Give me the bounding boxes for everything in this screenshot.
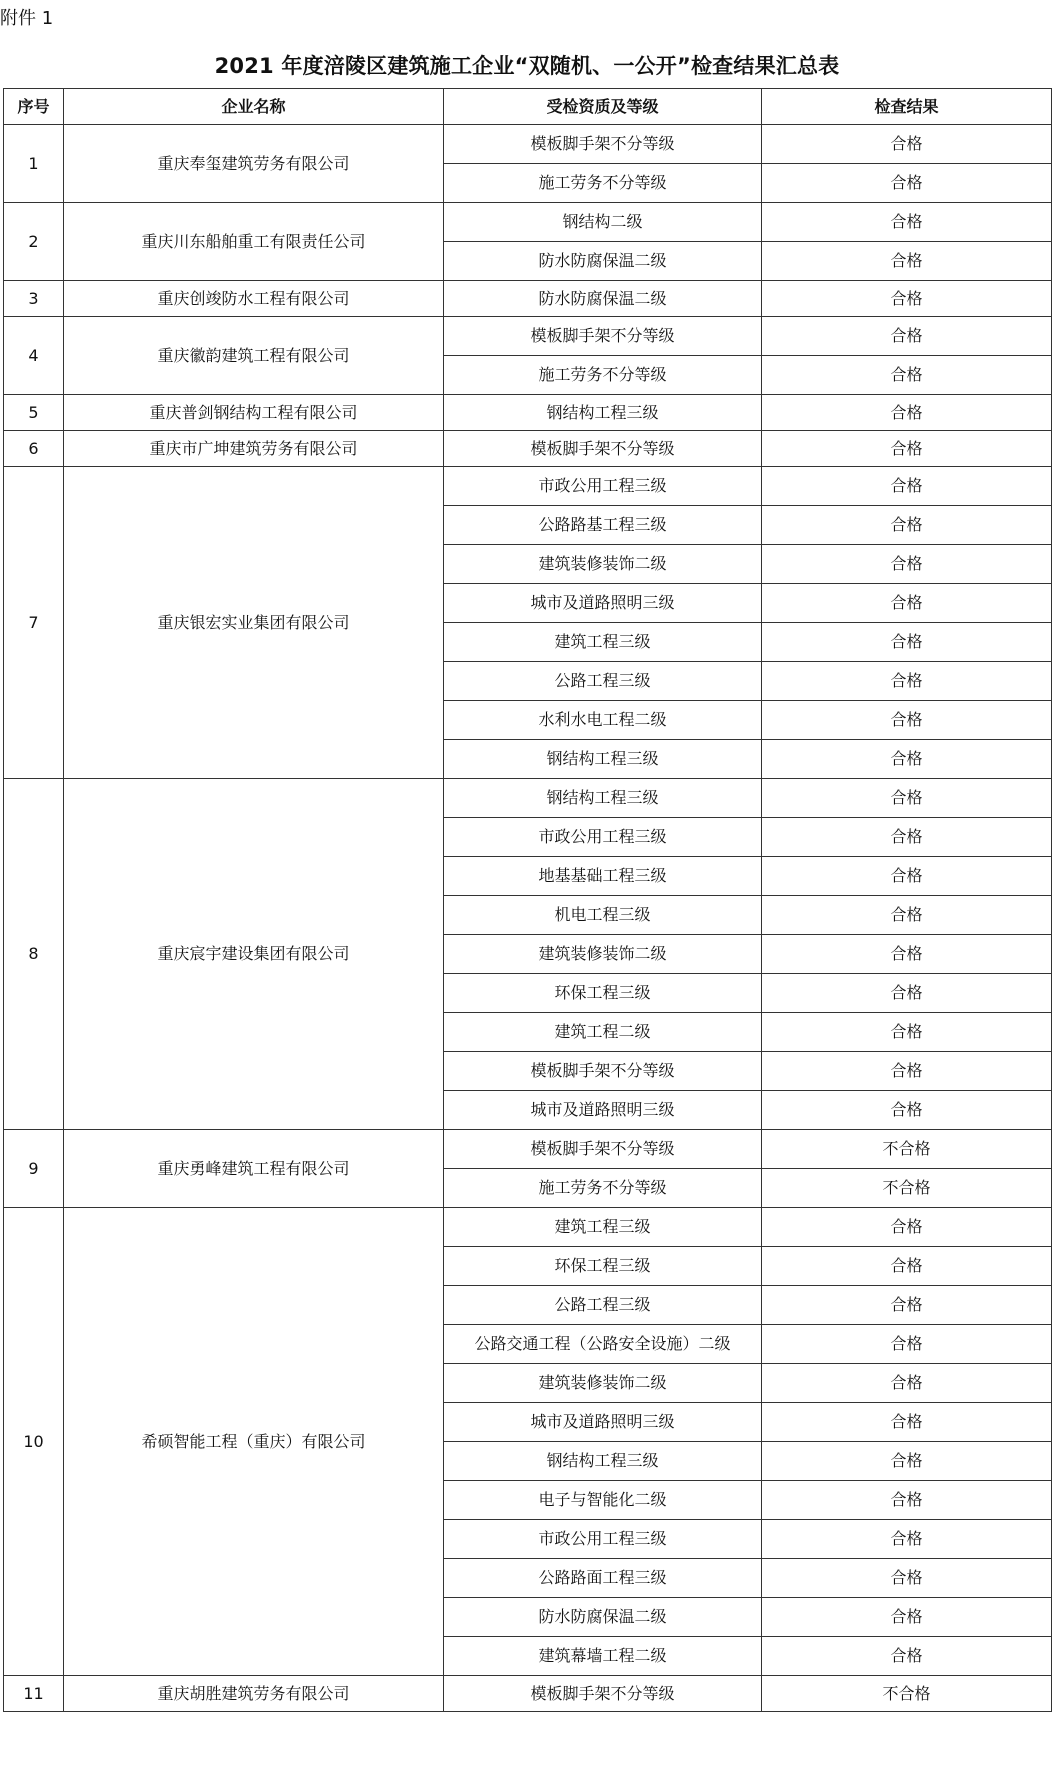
company-name-cell: 希硕智能工程（重庆）有限公司 <box>64 1208 444 1676</box>
qualification-cell: 城市及道路照明三级 <box>444 1403 762 1442</box>
qualification-cell: 环保工程三级 <box>444 974 762 1013</box>
qualification-cell: 施工劳务不分等级 <box>444 356 762 395</box>
result-cell: 合格 <box>762 1442 1052 1481</box>
result-cell: 合格 <box>762 281 1052 317</box>
company-name-cell: 重庆川东船舶重工有限责任公司 <box>64 203 444 281</box>
qualification-cell: 模板脚手架不分等级 <box>444 125 762 164</box>
row-number-cell: 4 <box>4 317 64 395</box>
result-cell: 合格 <box>762 1520 1052 1559</box>
header-row <box>4 89 1052 125</box>
qualification-cell: 模板脚手架不分等级 <box>444 1052 762 1091</box>
row-number-cell: 5 <box>4 395 64 431</box>
result-cell: 合格 <box>762 1598 1052 1637</box>
company-name-cell: 重庆创竣防水工程有限公司 <box>64 281 444 317</box>
result-cell: 合格 <box>762 1364 1052 1403</box>
table-row <box>4 125 1052 164</box>
result-cell: 合格 <box>762 317 1052 356</box>
qualification-cell: 公路交通工程（公路安全设施）二级 <box>444 1325 762 1364</box>
company-name-cell: 重庆普剑钢结构工程有限公司 <box>64 395 444 431</box>
qualification-cell: 市政公用工程三级 <box>444 467 762 506</box>
qualification-cell: 建筑装修装饰二级 <box>444 935 762 974</box>
qualification-cell: 城市及道路照明三级 <box>444 1091 762 1130</box>
table-row <box>4 281 1052 317</box>
qualification-cell: 市政公用工程三级 <box>444 1520 762 1559</box>
result-cell: 合格 <box>762 395 1052 431</box>
company-name-cell: 重庆市广坤建筑劳务有限公司 <box>64 431 444 467</box>
header-company-name: 企业名称 <box>64 89 444 125</box>
company-name-cell: 重庆宸宇建设集团有限公司 <box>64 779 444 1130</box>
qualification-cell: 钢结构工程三级 <box>444 395 762 431</box>
qualification-cell: 钢结构二级 <box>444 203 762 242</box>
company-name-cell: 重庆徽韵建筑工程有限公司 <box>64 317 444 395</box>
qualification-cell: 施工劳务不分等级 <box>444 164 762 203</box>
qualification-cell: 防水防腐保温二级 <box>444 242 762 281</box>
qualification-cell: 建筑工程三级 <box>444 623 762 662</box>
result-cell: 合格 <box>762 467 1052 506</box>
table-row <box>4 203 1052 242</box>
company-name-cell: 重庆奉玺建筑劳务有限公司 <box>64 125 444 203</box>
row-number-cell: 2 <box>4 203 64 281</box>
qualification-cell: 防水防腐保温二级 <box>444 1598 762 1637</box>
qualification-cell: 水利水电工程二级 <box>444 701 762 740</box>
result-cell: 合格 <box>762 818 1052 857</box>
table-row <box>4 1130 1052 1169</box>
row-number-cell: 8 <box>4 779 64 1130</box>
qualification-cell: 建筑装修装饰二级 <box>444 545 762 584</box>
qualification-cell: 建筑装修装饰二级 <box>444 1364 762 1403</box>
row-number-cell: 6 <box>4 431 64 467</box>
table-row <box>4 467 1052 506</box>
result-cell: 合格 <box>762 1013 1052 1052</box>
qualification-cell: 模板脚手架不分等级 <box>444 1676 762 1712</box>
result-cell: 合格 <box>762 506 1052 545</box>
table-row <box>4 431 1052 467</box>
company-name-cell: 重庆胡胜建筑劳务有限公司 <box>64 1676 444 1712</box>
result-cell: 合格 <box>762 125 1052 164</box>
table-row <box>4 779 1052 818</box>
qualification-cell: 环保工程三级 <box>444 1247 762 1286</box>
row-number-cell: 11 <box>4 1676 64 1712</box>
qualification-cell: 公路工程三级 <box>444 1286 762 1325</box>
row-number-cell: 10 <box>4 1208 64 1676</box>
result-cell: 合格 <box>762 1325 1052 1364</box>
row-number-cell: 3 <box>4 281 64 317</box>
page-title: 2021 年度涪陵区建筑施工企业“双随机、一公开”检查结果汇总表 <box>214 54 840 78</box>
result-cell: 合格 <box>762 584 1052 623</box>
result-cell: 合格 <box>762 203 1052 242</box>
result-cell: 合格 <box>762 779 1052 818</box>
qualification-cell: 施工劳务不分等级 <box>444 1169 762 1208</box>
qualification-cell: 公路工程三级 <box>444 662 762 701</box>
result-cell: 合格 <box>762 1481 1052 1520</box>
company-name-cell: 重庆银宏实业集团有限公司 <box>64 467 444 779</box>
qualification-cell: 建筑幕墙工程二级 <box>444 1637 762 1676</box>
result-cell: 合格 <box>762 974 1052 1013</box>
result-cell: 合格 <box>762 623 1052 662</box>
table-body <box>4 125 1052 1712</box>
row-number-cell: 1 <box>4 125 64 203</box>
qualification-cell: 地基基础工程三级 <box>444 857 762 896</box>
header-no: 序号 <box>4 89 64 125</box>
header-result: 检查结果 <box>762 89 1052 125</box>
result-cell: 合格 <box>762 1403 1052 1442</box>
qualification-cell: 公路路基工程三级 <box>444 506 762 545</box>
result-cell: 合格 <box>762 1208 1052 1247</box>
qualification-cell: 钢结构工程三级 <box>444 740 762 779</box>
table-row <box>4 317 1052 356</box>
qualification-cell: 模板脚手架不分等级 <box>444 317 762 356</box>
company-name-cell: 重庆勇峰建筑工程有限公司 <box>64 1130 444 1208</box>
result-cell: 合格 <box>762 1052 1052 1091</box>
result-cell: 不合格 <box>762 1130 1052 1169</box>
table-row <box>4 1208 1052 1247</box>
result-cell: 合格 <box>762 242 1052 281</box>
result-cell: 合格 <box>762 857 1052 896</box>
row-number-cell: 9 <box>4 1130 64 1208</box>
result-cell: 合格 <box>762 431 1052 467</box>
qualification-cell: 机电工程三级 <box>444 896 762 935</box>
result-cell: 合格 <box>762 545 1052 584</box>
result-cell: 合格 <box>762 1091 1052 1130</box>
qualification-cell: 模板脚手架不分等级 <box>444 431 762 467</box>
attachment-label: 附件 1 <box>0 8 54 29</box>
qualification-cell: 模板脚手架不分等级 <box>444 1130 762 1169</box>
table-row <box>4 395 1052 431</box>
qualification-cell: 建筑工程二级 <box>444 1013 762 1052</box>
result-cell: 合格 <box>762 662 1052 701</box>
header-qualification: 受检资质及等级 <box>444 89 762 125</box>
result-cell: 合格 <box>762 1637 1052 1676</box>
result-cell: 合格 <box>762 1247 1052 1286</box>
qualification-cell: 钢结构工程三级 <box>444 1442 762 1481</box>
qualification-cell: 建筑工程三级 <box>444 1208 762 1247</box>
qualification-cell: 市政公用工程三级 <box>444 818 762 857</box>
row-number-cell: 7 <box>4 467 64 779</box>
result-cell: 合格 <box>762 896 1052 935</box>
result-cell: 不合格 <box>762 1676 1052 1712</box>
qualification-cell: 电子与智能化二级 <box>444 1481 762 1520</box>
result-cell: 合格 <box>762 1559 1052 1598</box>
qualification-cell: 城市及道路照明三级 <box>444 584 762 623</box>
table-row <box>4 1676 1052 1712</box>
qualification-cell: 防水防腐保温二级 <box>444 281 762 317</box>
result-cell: 合格 <box>762 740 1052 779</box>
result-cell: 合格 <box>762 1286 1052 1325</box>
result-cell: 合格 <box>762 701 1052 740</box>
qualification-cell: 公路路面工程三级 <box>444 1559 762 1598</box>
results-table <box>3 88 1052 1712</box>
qualification-cell: 钢结构工程三级 <box>444 779 762 818</box>
result-cell: 合格 <box>762 935 1052 974</box>
result-cell: 合格 <box>762 164 1052 203</box>
result-cell: 不合格 <box>762 1169 1052 1208</box>
result-cell: 合格 <box>762 356 1052 395</box>
